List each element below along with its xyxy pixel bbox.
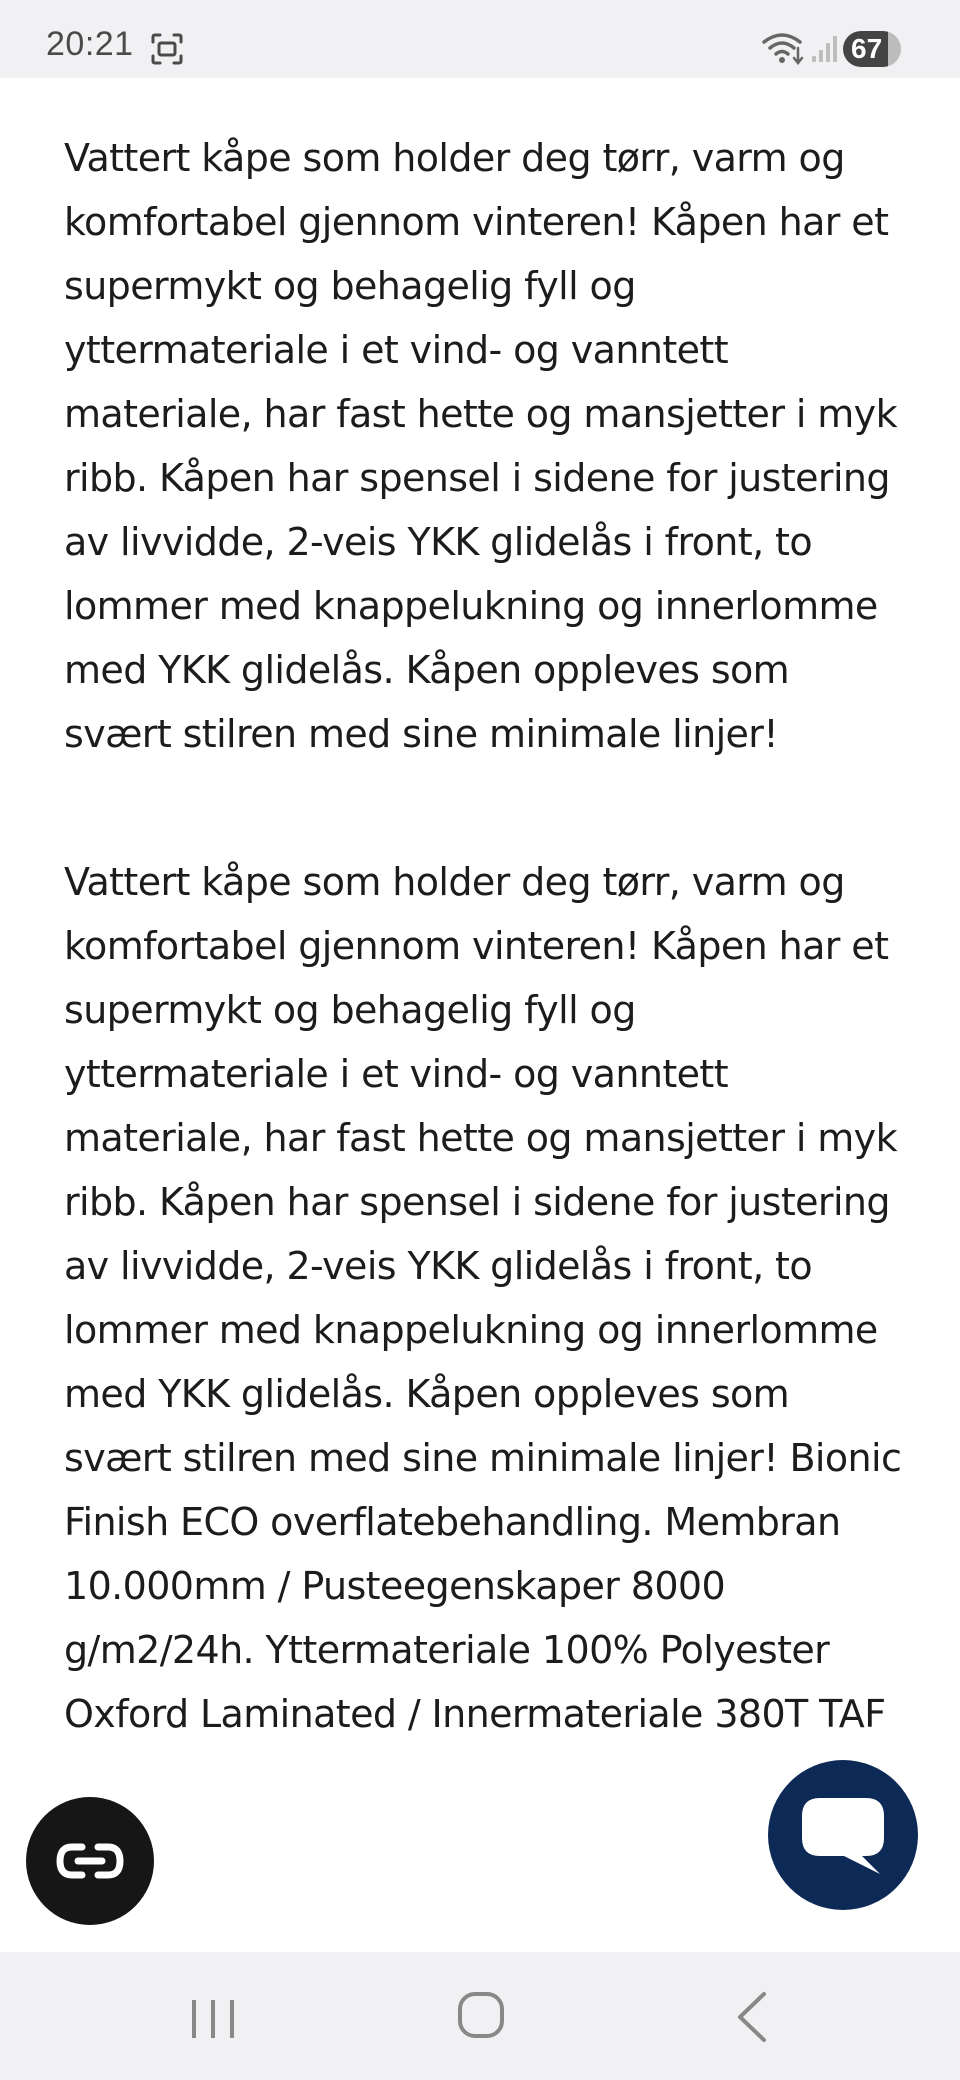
navigation-bar [0,1952,960,2080]
description-paragraph-2: Vattert kåpe som holder deg tørr, varm og komfortabel gjennom vinteren! Kåpen har et supermykt og behagelig fyll og yttermateriale i et vind- og vanntett materiale, har fast hette og mansjetter i myk ribb. Kåpen har spensel i sidene for justering av livvidde, 2-veis YKK glidelås i front, to lommer med knappelukning og innerlomme med YKK glidelås. Kåpen oppleves som svært stilren med sine minimale linjer! Bionic Finish ECO overflatebehandling. Membran 10.000mm / Pusteegenskaper 8000 g/m2/24h. Yttermateriale 100% Polyester Oxford Laminated / Innermateriale 380T TAF [64,860,902,1736]
chat-button[interactable] [768,1760,918,1910]
product-description [64,126,904,1746]
status-bar [0,0,960,78]
description-paragraph-1: Vattert kåpe som holder deg tørr, varm og komfortabel gjennom vinteren! Kåpen har et supermykt og behagelig fyll og yttermateriale i et vind- og vanntett materiale, har fast hette og mansjetter i myk ribb. Kåpen har spensel i sidene for justering av livvidde, 2-veis YKK glidelås i front, to lommer med knappelukning og innerlomme med YKK glidelås. Kåpen oppleves som svært stilren med sine minimale linjer! [64,136,897,756]
screenshot-icon [150,32,184,66]
link-button[interactable] [26,1797,154,1925]
wifi-icon [762,30,806,66]
battery-badge: 67 [843,31,901,67]
chat-bubble-icon [798,1794,888,1878]
back-icon[interactable] [732,1990,772,2044]
recents-icon[interactable] [188,1996,238,2042]
home-icon[interactable] [456,1990,506,2040]
signal-icon [810,34,840,64]
link-chain-icon [56,1841,124,1881]
status-time: 20:21 [46,25,134,63]
